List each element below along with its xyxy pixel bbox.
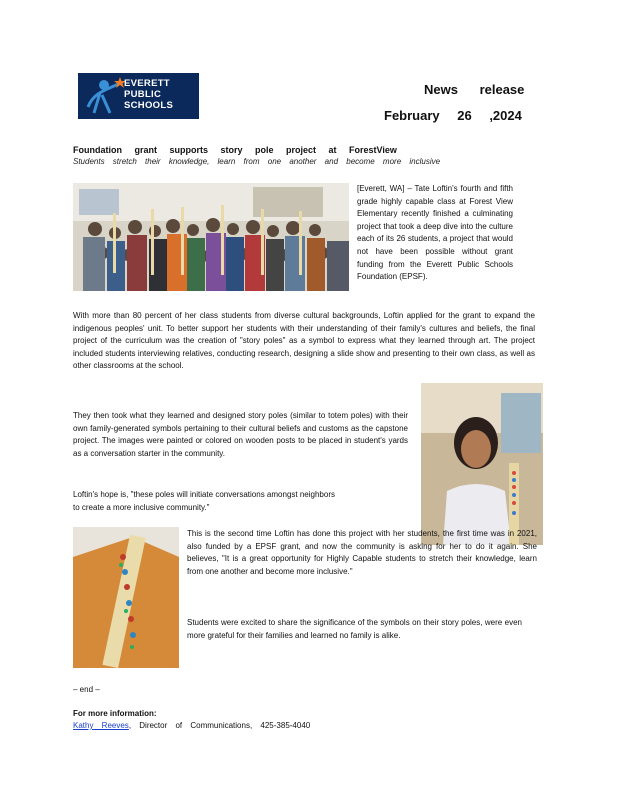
news-release-title: News release (424, 82, 525, 97)
logo-wordmark (124, 78, 173, 111)
headline: Foundation grant supports story pole project at ForestView (73, 145, 397, 155)
class-group-photo (73, 183, 349, 291)
paragraph-grant: With more than 80 percent of her class students from diverse cultural backgrounds, Loftin applied for the grant to expand the indigenous peoples' unit. To better support her students with their understanding of their family's cultures and beliefs, the final project of the curriculum was the creation of "story poles" as a symbol to express what they learned through art. The project included students interviewing relatives, conducting research, designing a slide show and presenting to their own class, as well as other classrooms at the school. (73, 311, 535, 371)
release-date: February 26 ,2024 (384, 108, 522, 123)
paragraph-design: They then took what they learned and designed story poles (similar to totem poles) with their own family-generated symbols pertaining to their cultural beliefs and customs as the capstone project. The images were painted or colored on wooden posts to be placed in student's yards as a conversation starter in the community. (73, 411, 408, 458)
logo-figure-icon (80, 73, 126, 119)
logo-line-3: SCHOOLS (124, 100, 174, 111)
contact-details: , Director of Communications, 425-385-4040 (128, 721, 311, 730)
story-pole-closeup-photo (73, 527, 179, 668)
logo-line-2: PUBLIC (124, 89, 162, 100)
logo-line-1: EVERETT (124, 78, 170, 89)
subheadline: Students stretch their knowledge, learn from one another and become more inclusive (73, 157, 441, 166)
paragraph-hope-quote: Loftin's hope is, "these poles will initiate conversations amongst neighbors to create a more inclusive community." (73, 490, 335, 512)
paragraph-intro: [Everett, WA] – Tate Loftin's fourth and fifth grade highly capable class at Forest View Elementary recently finished a culminating project that took a deep dive into the culture each of its 26 students, a project that would not have been possible without grant funding from the Everett Public Schools Foundation (EPSF). (357, 184, 513, 282)
paragraph-conclusion: Students were excited to share the significance of the symbols on their story poles, were even more grateful for their families and learned no family is alike. (187, 618, 522, 640)
paragraph-second-time: This is the second time Loftin has done this project with her students, the first time was in 2021, also funded by a EPSF grant, and now the community is asking for her to do it again. She believes, "It is a great opportunity for Highly Capable students to stretch their knowledge, learn from one another and become more inclusive." (187, 529, 537, 576)
contact-name-link[interactable]: Kathy Reeves (73, 721, 129, 730)
student-story-pole-photo (421, 383, 543, 545)
end-mark: – end – (73, 685, 100, 694)
district-logo (78, 73, 199, 119)
contact-line (73, 720, 393, 733)
contact-label: For more information: (73, 709, 157, 718)
